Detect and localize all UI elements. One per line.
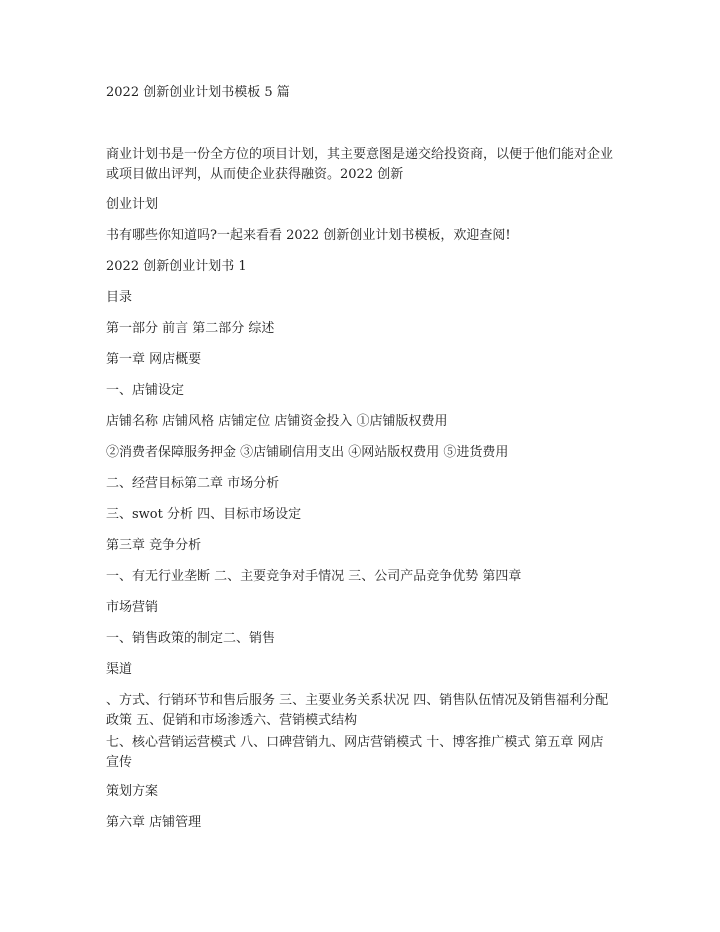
toc-line: 一、店铺设定 xyxy=(106,383,185,398)
section-heading: 2022 创新创业计划书 1 xyxy=(106,259,247,274)
toc-line: 市场营销 xyxy=(106,600,159,615)
toc-line: ②消费者保障服务押金 ③店铺刷信用支出 ④网站版权费用 ⑤进货费用 xyxy=(106,445,509,460)
paragraph-line: 创业计划 xyxy=(106,197,159,212)
document-title: 2022 创新创业计划书模板 5 篇 xyxy=(106,85,290,100)
toc-line: 宣传 xyxy=(106,755,133,770)
toc-line: 一、有无行业垄断 二、主要竞争对手情况 三、公司产品竞争优势 第四章 xyxy=(106,569,522,584)
toc-line: 二、经营目标第二章 市场分析 xyxy=(106,476,280,491)
paragraph-line: 或项目做出评判，从而使企业获得融资。2022 创新 xyxy=(106,167,404,182)
toc-line: 三、swot 分析 四、目标市场设定 xyxy=(106,507,302,522)
toc-line: 渠道 xyxy=(106,662,133,677)
toc-line: 一、销售政策的制定二、销售 xyxy=(106,631,276,646)
toc-line: 店铺名称 店铺风格 店铺定位 店铺资金投入 ①店铺版权费用 xyxy=(106,414,448,429)
toc-line: 第六章 店铺管理 xyxy=(106,815,202,830)
toc-line: 七、核心营销运营模式 八、口碑营销九、网店营销模式 十、博客推广模式 第五章 网店 xyxy=(106,735,604,750)
toc-line: 政策 五、促销和市场渗透六、营销模式结构 xyxy=(106,713,358,728)
toc-line: 第一章 网店概要 xyxy=(106,352,202,367)
toc-line: 、方式、行销环节和售后服务 三、主要业务关系状况 四、销售队伍情况及销售福利分配 xyxy=(106,693,609,708)
paragraph-line: 商业计划书是一份全方位的项目计划，其主要意图是递交给投资商，以便于他们能对企业 xyxy=(106,147,614,162)
toc-line: 第一部分 前言 第二部分 综述 xyxy=(106,321,275,336)
toc-heading: 目录 xyxy=(106,290,133,305)
toc-line: 第三章 竞争分析 xyxy=(106,538,202,553)
paragraph-line: 书有哪些你知道吗?一起来看看 2022 创新创业计划书模板，欢迎查阅! xyxy=(106,228,511,243)
toc-line: 策划方案 xyxy=(106,784,159,799)
